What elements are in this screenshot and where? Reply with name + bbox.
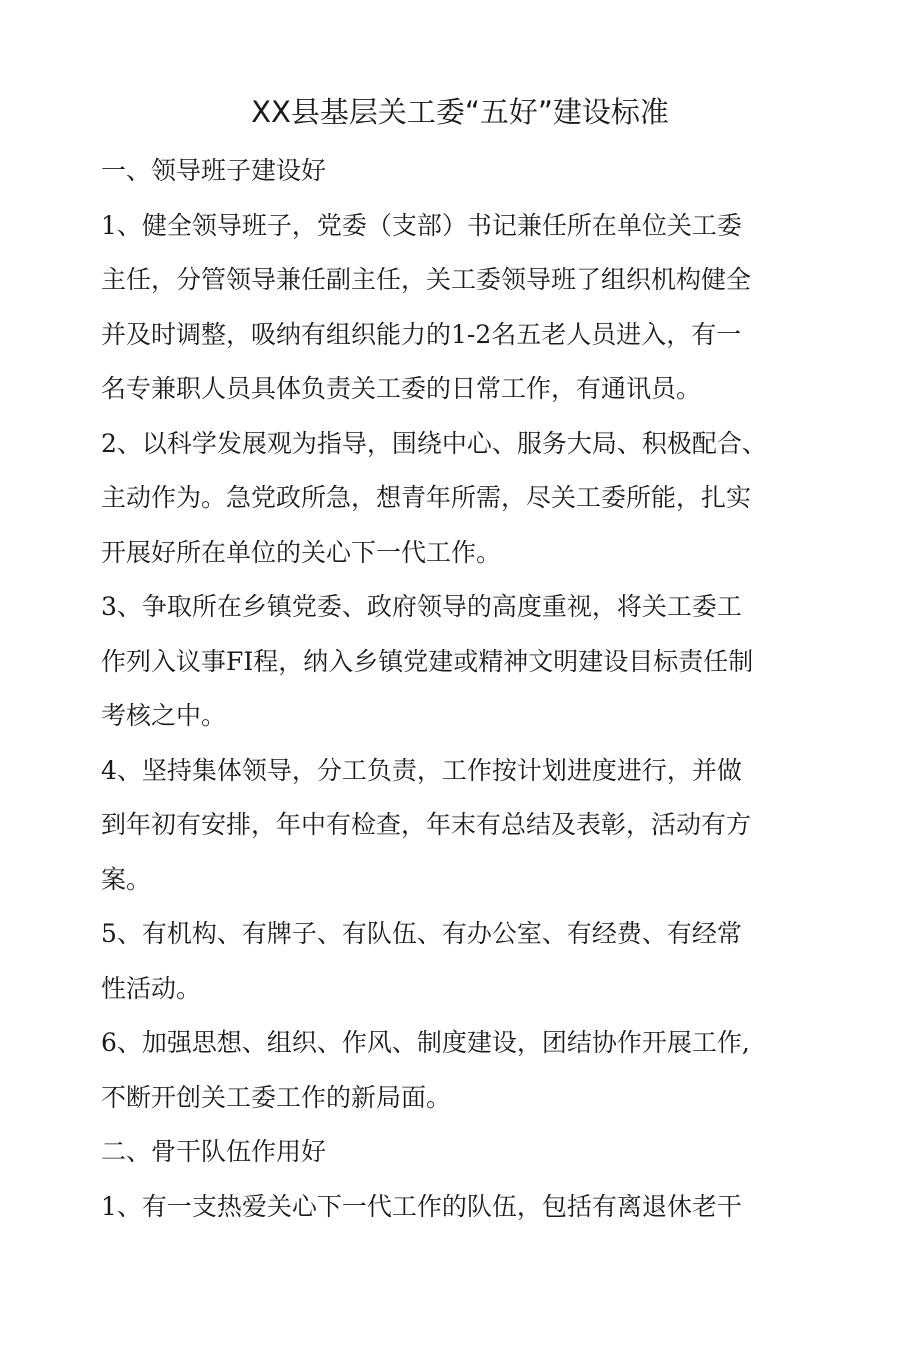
paragraph-line: 5、有机构、有牌子、有队伍、有办公室、有经费、有经常 bbox=[101, 919, 742, 948]
paragraph-line: 3、争取所在乡镇党委、政府领导的高度重视，将关工委工 bbox=[101, 592, 742, 621]
paragraph-line: 2、以科学发展观为指导，围绕中心、服务大局、积极配合、 bbox=[101, 428, 767, 458]
paragraph-line: 6、加强思想、组织、作风、制度建设，团结协作开展工作, bbox=[101, 1028, 750, 1057]
section-heading-2: 二、骨干队伍作用好 bbox=[101, 1137, 327, 1166]
paragraph-line: 名专兼职人员具体负责关工委的日常工作，有通讯员。 bbox=[101, 374, 702, 403]
paragraph-line: 开展好所在单位的关心下一代工作。 bbox=[101, 537, 502, 567]
paragraph-line: 作列入议事FI程，纳入乡镇党建或精神文明建设目标责任制 bbox=[101, 646, 754, 676]
paragraph-line: 案。 bbox=[101, 864, 152, 894]
paragraph-line: 不断开创关工委工作的新局面。 bbox=[101, 1082, 452, 1112]
section-heading-1: 一、领导班子建设好 bbox=[101, 156, 327, 185]
paragraph-line: 4、坚持集体领导，分工负责，工作按计划进度进行，并做 bbox=[101, 755, 742, 785]
document-body bbox=[101, 144, 791, 1234]
paragraph-line: 1、健全领导班子，党委（支部）书记兼任所在单位关工委 bbox=[101, 210, 742, 240]
paragraph-line: 考核之中。 bbox=[101, 701, 227, 730]
paragraph-line: 到年初有安排，年中有检查，年末有总结及表彰，活动有方 bbox=[101, 810, 752, 839]
paragraph-line: 主任，分管领导兼任副主任，关工委领导班了组织机构健全 bbox=[101, 265, 752, 294]
paragraph-line: 性活动。 bbox=[101, 973, 202, 1003]
document-title: XX县基层关工委“五好”建设标准 bbox=[251, 95, 669, 129]
paragraph-line: 1、有一支热爱关心下一代工作的队伍，包括有离退休老干 bbox=[101, 1191, 742, 1221]
paragraph-line: 并及时调整，吸纳有组织能力的1-2名五老人员进入，有一 bbox=[101, 319, 742, 349]
paragraph-line: 主动作为。急党政所急，想青年所需，尽关工委所能，扎实 bbox=[101, 483, 752, 512]
